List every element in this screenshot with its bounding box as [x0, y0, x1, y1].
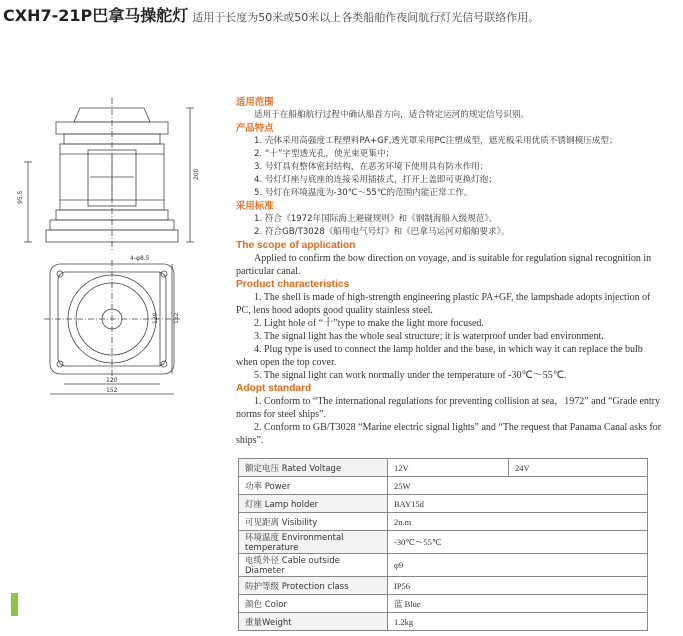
dim-hole: 4-φ8.5 — [130, 255, 150, 262]
table-row — [239, 613, 648, 631]
en-feature-2: 2. Light hole of “十”type to make the light more focused. — [254, 318, 484, 329]
param-label: 防护等级 Protection class — [239, 577, 388, 595]
table-row — [239, 477, 648, 495]
accent-mark — [11, 593, 18, 616]
cn-feature-4: 4. 号灯灯座与底座的连接采用插拔式，打开上盖即可更换灯泡； — [254, 175, 497, 185]
param-label: 额定电压 Rated Voltage — [239, 459, 388, 477]
table-row — [239, 495, 648, 513]
cn-heading-scope: 适用范围 — [236, 97, 274, 108]
param-value: 1.2kg — [388, 613, 648, 631]
table-row — [239, 531, 648, 554]
en-heading-characteristics: Product characteristics — [236, 279, 350, 290]
param-value: 25W — [388, 477, 648, 495]
cn-feature-2: 2. “十”字型透光孔，使光束更集中； — [254, 149, 395, 159]
param-label: 重量Weight — [239, 613, 388, 631]
table-row — [239, 459, 648, 477]
param-label: 电缆外径 Cable outside Diameter — [239, 554, 388, 577]
en-standard-1: 1. Conform to “The international regulations for preventing collision at sea，1972” and “Grade entry norms for steel ships”. — [236, 396, 660, 420]
en-feature-1: 1. The shell is made of high-strength engineering plastic PA+GF, the lampshade adopts injection of PC, lens hood adopts good quality stainless steel. — [236, 292, 651, 316]
param-value-alt: 24V — [509, 459, 648, 477]
product-model-title: CXH7-21P巴拿马操舵灯 — [3, 6, 189, 25]
param-value: BAY15d — [388, 495, 648, 513]
param-value: φ9 — [388, 554, 648, 577]
param-label: 环境温度 Environmental temperature — [239, 531, 388, 554]
en-section — [236, 239, 666, 447]
dim-height-total: 200 — [193, 168, 200, 180]
en-heading-standards: Adopt standard — [236, 383, 312, 394]
table-row — [239, 577, 648, 595]
dim-outer-w: 152 — [106, 387, 118, 394]
table-row — [239, 554, 648, 577]
param-value: 12V — [388, 459, 509, 477]
en-feature-5: 5. The signal light can work normally under the temperature of -30℃～55℃. — [254, 370, 567, 381]
product-subtitle: 适用于长度为50米或50米以上各类船舶作夜间航行灯光信号联络作用。 — [192, 11, 540, 24]
param-value: 2n.m — [388, 513, 648, 531]
cn-standard-1: 1. 符合《1972年国际海上避碰规则》和《钢制海船入级规范》。 — [254, 214, 498, 224]
en-scope-text: Applied to confirm the bow direction on voyage, and is suitable for regulation signal recognition in particular canal. — [236, 253, 652, 277]
en-feature-4: 4. Plug type is used to connect the lamp holder and the base, in which way it can replace the bulb when open the top cover. — [236, 344, 643, 368]
cn-heading-standards: 采用标准 — [236, 201, 274, 212]
table-row — [239, 513, 648, 531]
param-label: 功率 Power — [239, 477, 388, 495]
dim-inner-h: 120 — [152, 312, 159, 324]
en-feature-3: 3. The signal light has the whole seal structure; it is waterproof under bad environment. — [254, 331, 604, 342]
cn-feature-1: 1. 壳体采用高强度工程塑料PA+GF,透光罩采用PC注塑成型，遮光板采用优质不锈钢模压成型； — [254, 136, 618, 146]
cn-scope-text: 适用于在船舶航行过程中确认船首方向，适合特定运河的规定信号识别。 — [254, 110, 530, 120]
cn-feature-3: 3. 号灯具有整体密封结构，在恶劣环境下使用具有防水作用； — [254, 162, 489, 172]
dim-inner-w: 120 — [106, 377, 118, 384]
page-title — [3, 3, 539, 26]
technical-drawing — [17, 92, 220, 402]
parameter-table — [238, 458, 648, 631]
cn-standard-2: 2. 符合GB/T3028《船用电气号灯》和《巴拿马运河对船舶要求》。 — [254, 227, 510, 237]
param-value: IP56 — [388, 577, 648, 595]
param-label: 可见距离 Visibility — [239, 513, 388, 531]
cn-heading-features: 产品特点 — [236, 123, 274, 134]
cn-feature-5: 5. 号灯在环境温度为-30℃～55℃的范围内能正常工作。 — [254, 188, 473, 198]
dim-outer-h: 152 — [173, 312, 180, 324]
table-row — [239, 595, 648, 613]
en-heading-scope: The scope of application — [236, 240, 356, 251]
dim-height-body: 95.5 — [17, 190, 24, 204]
param-label: 颜色 Color — [239, 595, 388, 613]
param-value: 蓝 Blue — [388, 595, 648, 613]
spec-section — [236, 96, 666, 447]
param-label: 灯座 Lamp holder — [239, 495, 388, 513]
en-standard-2: 2. Conform to GB/T3028 “Marine electric signal lights” and “The request that Panama Canal asks for ships”. — [236, 422, 662, 446]
param-value: -30℃～55℃ — [388, 531, 648, 554]
